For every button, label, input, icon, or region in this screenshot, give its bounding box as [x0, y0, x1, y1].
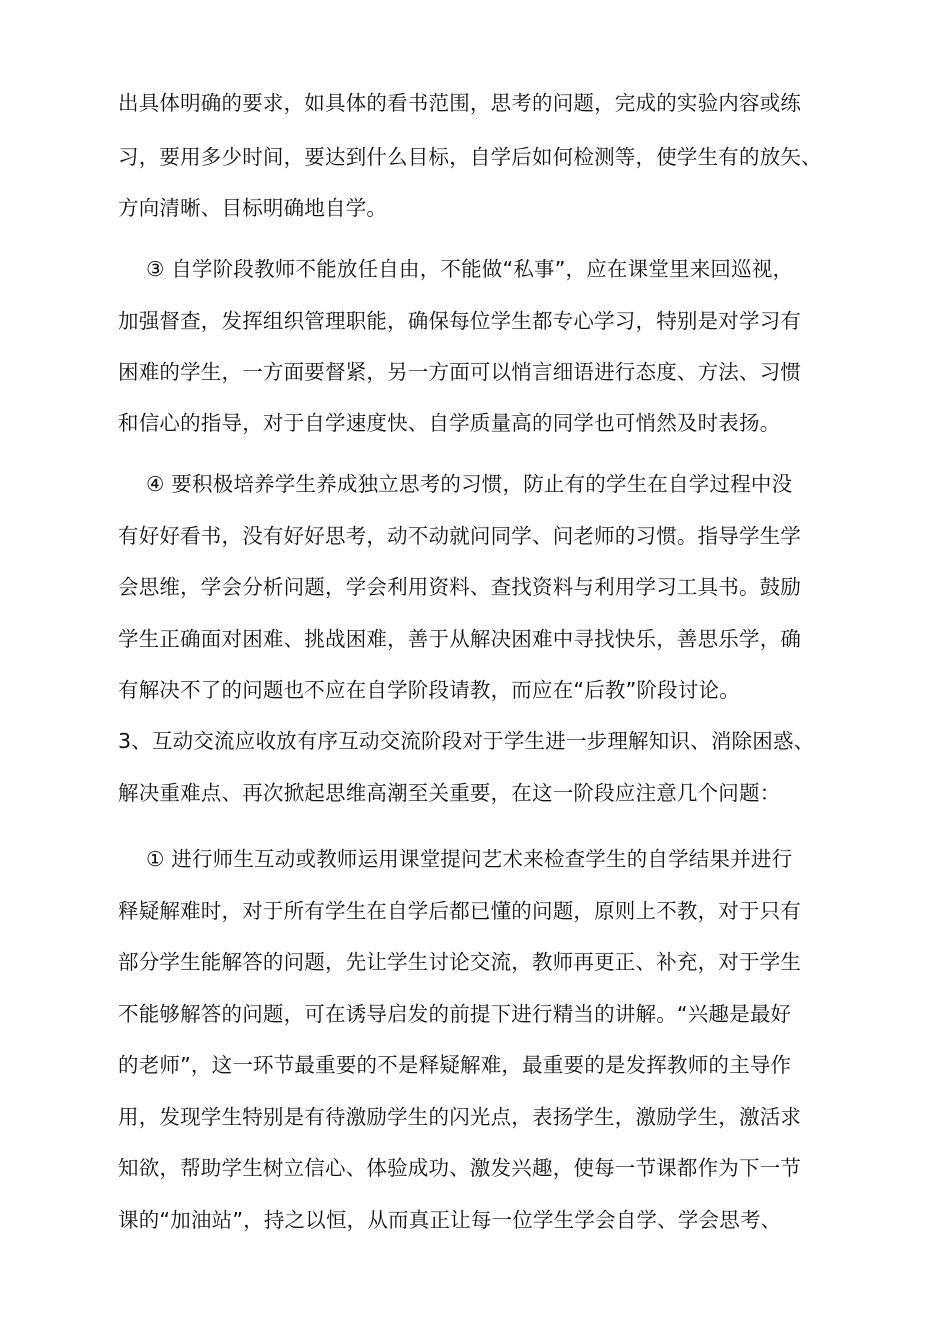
- text-line: 解决重难点、再次掀起思维高潮至关重要，在这一阶段应注意几个问题：: [118, 781, 781, 805]
- text-line: 习，要用多少时间，要达到什么目标，自学后如何检测等，使学生有的放矢、: [118, 145, 822, 169]
- text-line: 部分学生能解答的问题，先让学生讨论交流，教师再更正、补充，对于学生: [118, 950, 802, 974]
- text-line: 的老师”，这一环节最重要的不是释疑解难，最重要的是发挥教师的主导作: [118, 1053, 792, 1077]
- text-line: 不能够解答的问题，可在诱导启发的前提下进行精当的讲解。“兴趣是最好: [118, 1002, 792, 1026]
- text-line: 会思维，学会分析问题，学会利用资料、查找资料与利用学习工具书。鼓励: [118, 575, 802, 599]
- text-line: 释疑解难时，对于所有学生在自学后都已懂的问题，原则上不教，对于只有: [118, 899, 802, 923]
- text-line: 3、互动交流应收放有序互动交流阶段对于学生进一步理解知识、消除困惑、: [118, 729, 815, 753]
- text-line: 学生正确面对困难、挑战困难，善于从解决困难中寻找快乐，善思乐学，确: [118, 627, 802, 651]
- text-line: 加强督查，发挥组织管理职能，确保每位学生都专心学习，特别是对学习有: [118, 309, 802, 333]
- text-line: ③ 自学阶段教师不能放任自由，不能做“私事”，应在课堂里来回巡视，: [146, 257, 794, 281]
- text-line: 和信心的指导，对于自学速度快、自学质量高的同学也可悄然及时表扬。: [118, 411, 781, 435]
- text-line: ① 进行师生互动或教师运用课堂提问艺术来检查学生的自学结果并进行: [146, 847, 793, 871]
- text-line: 出具体明确的要求，如具体的看书范围，思考的问题，完成的实验内容或练: [118, 91, 802, 115]
- text-line: 方向清晰、目标明确地自学。: [118, 196, 388, 220]
- text-line: 有好好看书，没有好好思考，动不动就问同学、问老师的习惯。指导学生学: [118, 524, 802, 548]
- text-line: 困难的学生，一方面要督紧，另一方面可以悄言细语进行态度、方法、习惯: [118, 360, 802, 384]
- text-line: ④ 要积极培养学生养成独立思考的习惯，防止有的学生在自学过程中没: [146, 472, 793, 496]
- text-line: 知欲，帮助学生树立信心、体验成功、激发兴趣，使每一节课都作为下一节: [118, 1156, 802, 1180]
- text-line: 用，发现学生特别是有待激励学生的闪光点，表扬学生，激励学生，激活求: [118, 1105, 802, 1129]
- text-line: 课的“加油站”，持之以恒，从而真正让每一位学生学会自学、学会思考、: [118, 1208, 782, 1232]
- text-line: 有解决不了的问题也不应在自学阶段请教，而应在“后教”阶段讨论。: [118, 678, 740, 702]
